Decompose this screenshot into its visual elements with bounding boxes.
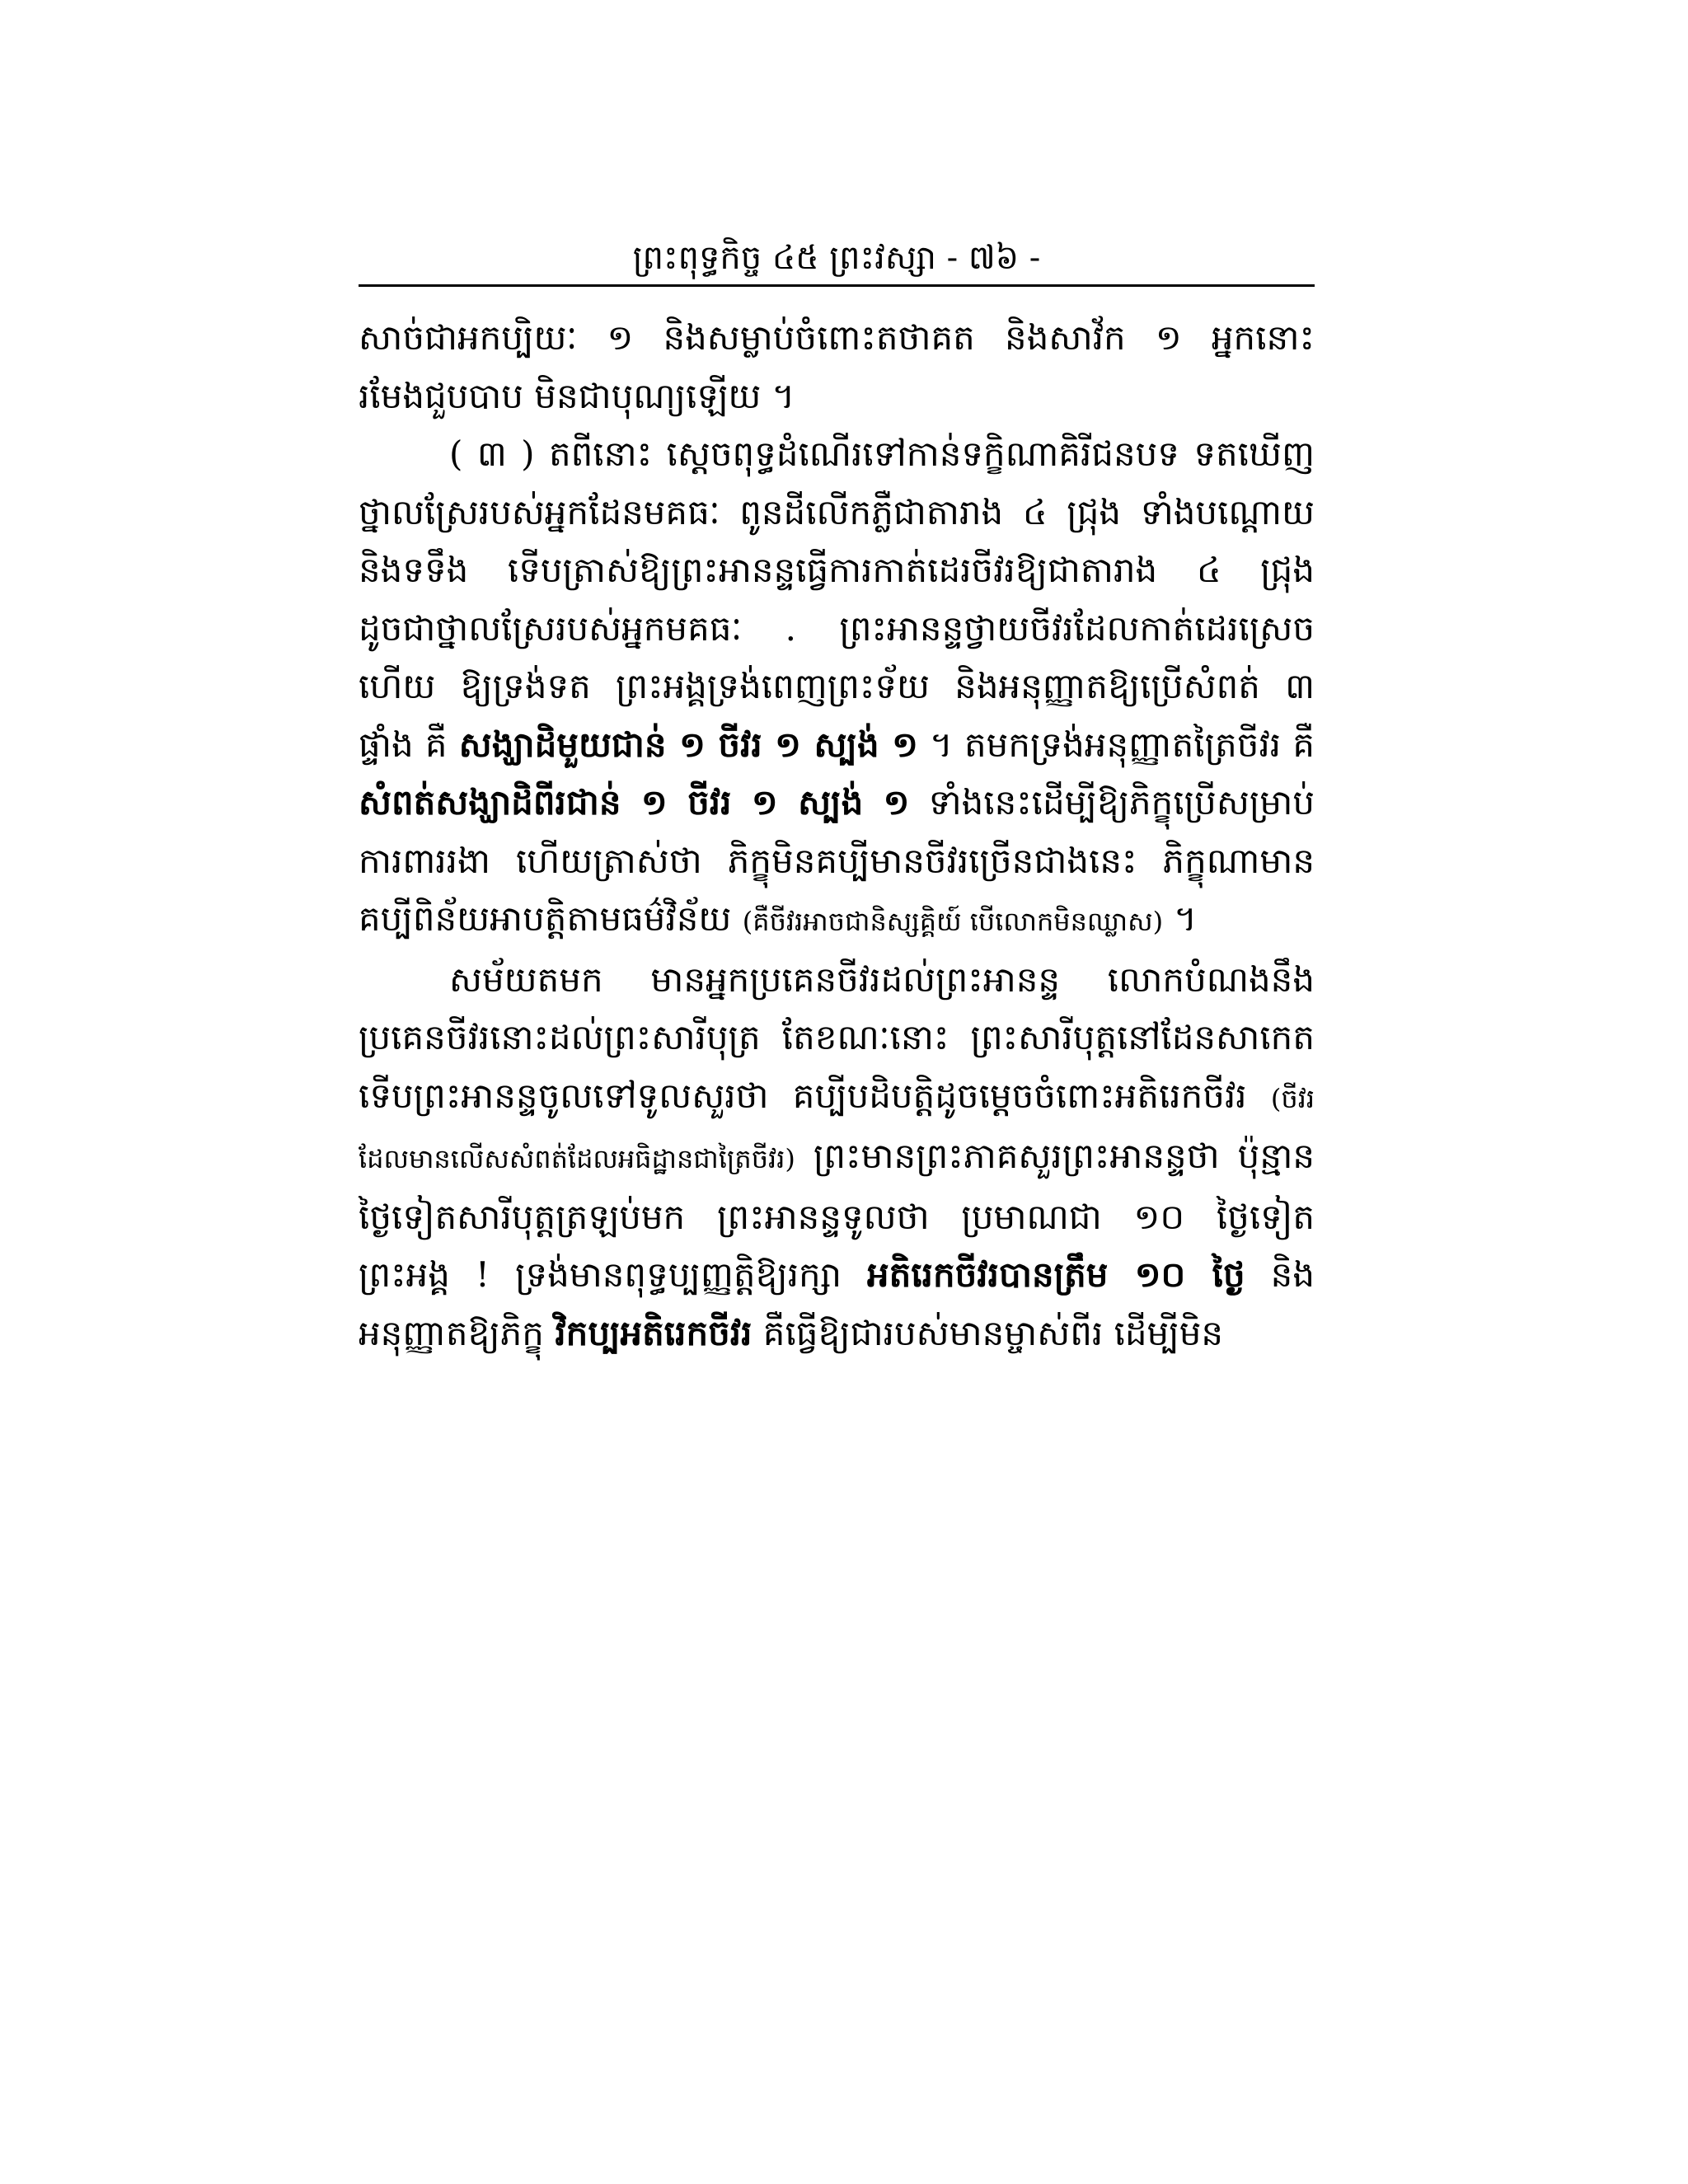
paragraph-3-text-3: និងអនុញ្ញាតឱ្យភិក្ខុ [359, 1254, 1315, 1353]
paragraph-3-bold-1: អតិរេកចីវរបានត្រឹម ១០ ថ្ងៃ [867, 1254, 1245, 1295]
paragraph-2-text-2: ។ តមកទ្រង់អនុញ្ញាតត្រៃចីវរ គឺ [917, 724, 1315, 765]
paragraph-2-text-1: ( ៣ ) តពីនោះ ស្តេចពុទ្ធដំណើរទៅកាន់ទក្ខិណាគិរីជនបទ ទតឃើញថ្នាលស្រែរបស់អ្នកដែនមគធៈ ពូនដីលើកភ្លឺជាតារាង ៤ ជ្រុង ទាំងបណ្តោយ និងទទឹង ទើបត្រាស់ឱ្យព្រះអានន្ទធ្វើការកាត់ដេរចីវរឱ្យជាតារាង ៤ ជ្រុង ដូចជាថ្នាលស្រែរបស់អ្នកមគធៈ . ព្រះអានន្ទថ្វាយចីវរដែលកាត់ដេរស្រេចហើយ ឱ្យទ្រង់ទត ព្រះអង្គទ្រង់ពេញព្រះទ័យ និងអនុញ្ញាតឱ្យប្រើសំពត់ ៣ ផ្ទាំង គឺ [359, 434, 1315, 765]
paragraph-3-text-4: គឺធ្វើឱ្យជារបស់មានម្ចាស់ពីរ ដើម្បីមិន [752, 1312, 1224, 1353]
paragraph-1-text: សាច់ជាអកប្បិយៈ ១ និងសម្លាប់ចំពោះតថាគត និងសាវ័ក ១ អ្នកនោះរមែងជួបបាប មិនជាបុណ្យឡើយ ។ [359, 317, 1315, 416]
paragraph-2 [359, 425, 1315, 951]
paragraph-2-note: (គឺចីវរអាចជានិស្សគ្គិយ៍ បើលោកមិនឈ្លាស) [742, 906, 1164, 937]
page-body [359, 309, 1315, 1362]
running-title: ព្រះពុទ្ធកិច្ច ៤៥ ព្រះវស្សា [632, 239, 936, 277]
paragraph-2-text-3: ទាំងនេះដើម្បីឱ្យភិក្ខុប្រើសម្រាប់ការពាររងា ហើយត្រាស់ថា ភិក្ខុមិនគប្បីមានចីវរច្រើនជាងនេះ ភិក្ខុណាមានគប្បីពិន័យអាបត្តិតាមធម៌វិន័យ [359, 782, 1315, 939]
paragraph-3-note: (ចីវរដែលមានលើសសំពត់ដែលអធិដ្ឋានជាត្រៃចីវរ) [359, 1082, 1315, 1174]
page-number: - ៧៦ - [935, 239, 1041, 277]
header-divider [359, 284, 1315, 287]
running-header [359, 235, 1315, 281]
paragraph-3-text-1: សម័យតមក មានអ្នកប្រគេនចីវរដល់ព្រះអានន្ទ លោកបំណងនឹងប្រគេនចីវរនោះដល់ព្រះសារីបុត្រ តែខណៈនោះ ព្រះសារីបុត្តនៅដែនសាកេត ទើបព្រះអានន្ទចូលទៅទូលសួរថា គប្បីបដិបត្តិដូចម្តេចចំពោះអតិរេកចីវរ [359, 958, 1315, 1116]
paragraph-3 [359, 951, 1315, 1363]
paragraph-2-text-4: ។ [1163, 898, 1198, 939]
paragraph-3-text-2: ព្រះមានព្រះភាគសួរព្រះអានន្ទថា ប៉ុន្មានថ្ងៃទៀតសារីបុត្តត្រឡប់មក ព្រះអានន្ទទូលថា ប្រមាណជា ១០ ថ្ងៃទៀត ព្រះអង្គ ! ទ្រង់មានពុទ្ធប្បញ្ញត្តិឱ្យរក្សា [359, 1136, 1315, 1295]
paragraph-2-bold-1: សង្ឃាដិមួយជាន់ ១ ចីវរ ១ ស្បង់ ១ [458, 724, 918, 765]
paragraph-2-bold-2: សំពត់សង្ឃាដិពីរជាន់ ១ ចីវរ ១ ស្បង់ ១ [359, 782, 910, 823]
paragraph-3-bold-2: វិកប្បអតិរេកចីវរ [555, 1312, 753, 1353]
paragraph-1 [359, 309, 1315, 425]
